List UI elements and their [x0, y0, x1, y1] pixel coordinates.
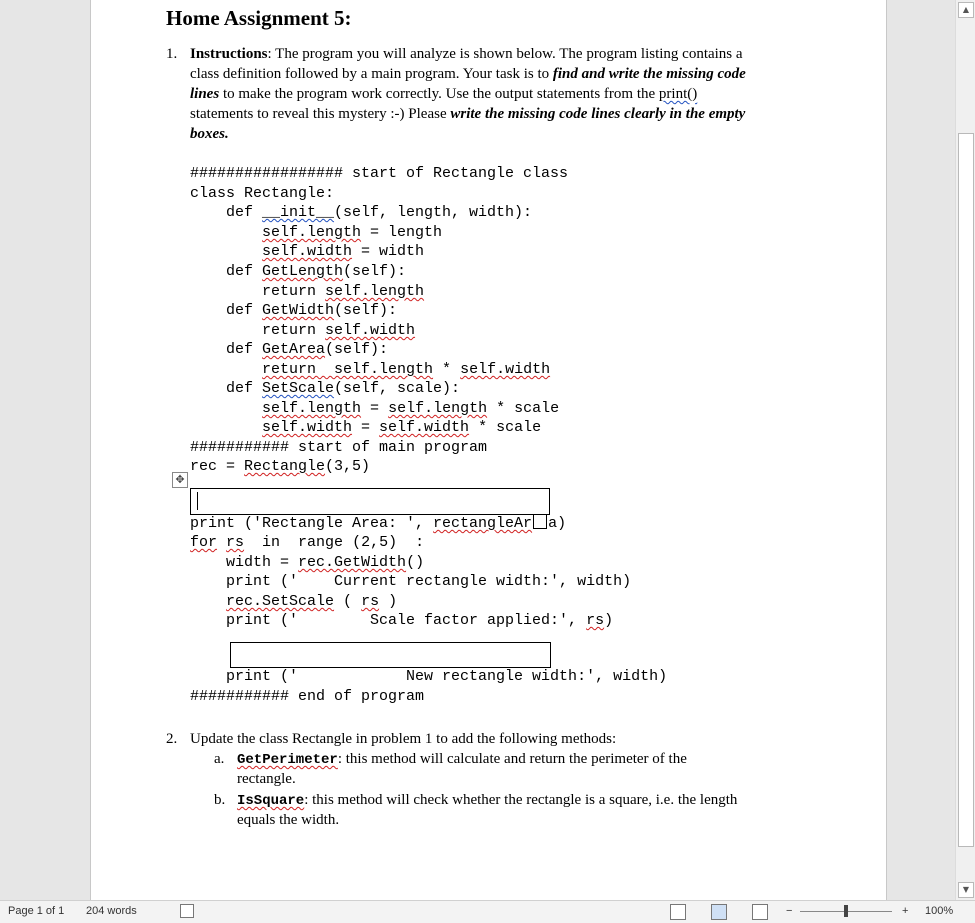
- q1-emph-4: boxes.: [190, 126, 229, 142]
- q2-a-method: GetPerimeter: [237, 752, 338, 768]
- proofing-icon[interactable]: [180, 904, 194, 918]
- code-line-7: return self.length: [190, 283, 425, 300]
- code-line-6: def GetLength(self):: [190, 263, 407, 280]
- code-line-14: self.width = self.width * scale: [262, 419, 542, 436]
- q2-intro: Update the class Rectangle in problem 1 to add the following methods:: [190, 731, 617, 747]
- code-line-15: ########### start of main program: [190, 439, 488, 456]
- code-line-23: print (' New rectangle width:', width): [190, 668, 668, 685]
- q1-text-3: to make the program work correctly. Use the output statements from the: [219, 86, 659, 102]
- code-line-8: def GetWidth(self):: [190, 302, 398, 319]
- page-count[interactable]: Page 1 of 1: [8, 905, 65, 917]
- q1-emph-3: write the missing code lines clearly in the empty: [450, 106, 746, 122]
- zoom-out-button[interactable]: −: [786, 905, 793, 917]
- scroll-down-icon[interactable]: ▼: [958, 882, 974, 898]
- q2-a-label: a.: [214, 751, 225, 767]
- code-line-5: self.width = width: [262, 243, 425, 260]
- code-line-18: for rs in range (2,5) :: [190, 534, 425, 551]
- zoom-slider-knob[interactable]: [844, 905, 848, 917]
- code-line-12: def SetScale(self, scale):: [190, 380, 461, 397]
- scroll-up-icon[interactable]: ▲: [958, 2, 974, 18]
- answer-box-2[interactable]: [230, 642, 551, 668]
- word-count[interactable]: 204 words: [86, 905, 137, 917]
- q2-b-method: IsSquare: [237, 793, 305, 809]
- q1-text-4: statements to reveal this mystery :-) Please: [190, 106, 451, 122]
- q1-line-3: [190, 84, 810, 104]
- q1-line-2: [190, 64, 810, 84]
- code-line-24: ########### end of program: [190, 688, 425, 705]
- zoom-level[interactable]: 100%: [925, 905, 954, 917]
- q2-b-label: b.: [214, 792, 226, 808]
- q1-emph-2: lines: [190, 86, 220, 102]
- print-layout-icon[interactable]: [711, 904, 727, 920]
- q1-line-5: [190, 124, 810, 144]
- vertical-scrollbar[interactable]: [955, 0, 975, 900]
- code-line-17: print ('Rectangle Area: ', rectangleAr a): [190, 515, 567, 532]
- code-line-13: self.length = self.length * scale: [262, 400, 560, 417]
- code-line-9: return self.width: [190, 322, 416, 339]
- code-line-11: return self.length * self.width: [262, 361, 551, 378]
- page-title: Home Assignment 5:: [166, 6, 352, 30]
- q1-print-ref: print(): [658, 86, 698, 102]
- read-mode-icon[interactable]: [670, 904, 686, 920]
- status-bar: [0, 900, 975, 923]
- q1-line-4: [190, 104, 810, 124]
- q1-label: Instructions: [190, 46, 268, 62]
- code-line-22: print (' Scale factor applied:', rs): [190, 612, 614, 629]
- answer-box-1[interactable]: [190, 488, 550, 515]
- q1-emph-1: find and write the missing code: [552, 66, 746, 82]
- q1-text-2: class definition followed by a main program. Your task is to: [190, 66, 553, 82]
- q2-number: 2.: [166, 731, 178, 747]
- code-line-1: ################# start of Rectangle class: [190, 165, 569, 182]
- document-page[interactable]: [90, 0, 887, 900]
- code-line-19: width = rec.GetWidth(): [190, 554, 425, 571]
- q2-b-line-2: equals the width.: [237, 812, 340, 828]
- q2-a-line: [237, 749, 797, 770]
- q2-a-text: : this method will calculate and return the perimeter of the: [337, 751, 687, 767]
- q2-b-text: : this method will check whether the rectangle is a square, i.e. the length: [304, 792, 738, 808]
- code-line-10: def GetArea(self):: [190, 341, 389, 358]
- code-line-4: self.length = length: [262, 224, 443, 241]
- zoom-in-button[interactable]: +: [902, 905, 909, 917]
- q2-a-line-2: rectangle.: [237, 771, 296, 787]
- text-cursor: [197, 492, 198, 510]
- table-move-handle-icon[interactable]: ✥: [172, 472, 188, 488]
- code-line-20: print (' Current rectangle width:', width): [190, 573, 632, 590]
- code-line-16: rec = Rectangle(3,5): [190, 458, 371, 475]
- code-line-21: rec.SetScale ( rs ): [226, 593, 398, 610]
- q2-b-line: [237, 790, 797, 811]
- code-line-3: def __init__(self, length, width):: [190, 204, 533, 221]
- code-line-2: class Rectangle:: [190, 185, 335, 202]
- scroll-thumb[interactable]: [958, 133, 974, 847]
- q1-line-1: [190, 44, 810, 64]
- web-layout-icon[interactable]: [752, 904, 768, 920]
- inline-box-marker: [533, 514, 547, 529]
- q1-number: 1.: [166, 46, 178, 62]
- q1-text-1: : The program you will analyze is shown below. The program listing contains a: [267, 46, 743, 62]
